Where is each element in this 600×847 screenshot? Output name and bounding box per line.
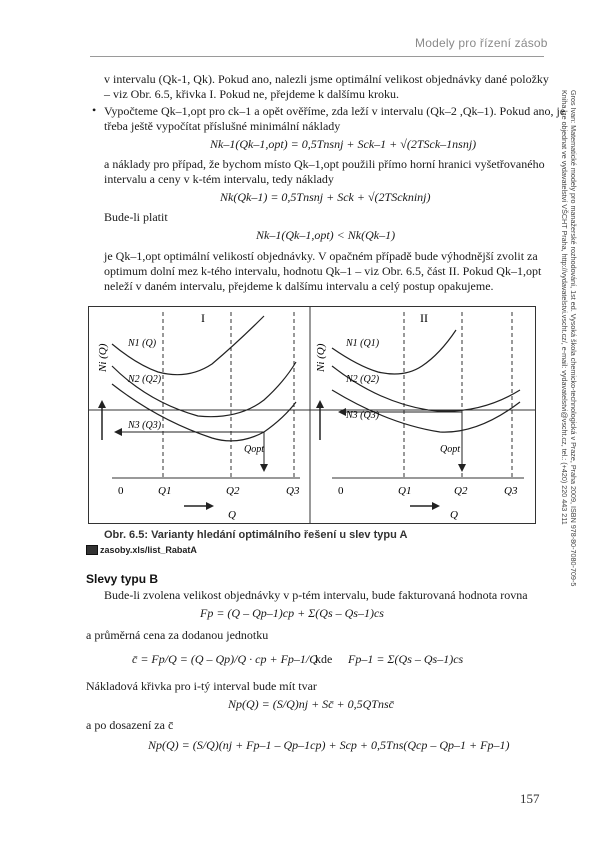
page-number: 157 (520, 791, 540, 806)
arrow-head (260, 464, 268, 472)
equation-3: Nk–1(Qk–1,opt) < Nk(Qk–1) (256, 228, 396, 242)
x-tick-label: 0 (118, 485, 124, 497)
x-tick-label: Q2 (226, 485, 240, 497)
kde-label: kde (315, 652, 333, 666)
para3-line2: optimum dolní mez k-tého intervalu, hodnotu Qk–1 – viz Obr. 6.5, část II. Pokud Qk–1,opt (104, 264, 542, 278)
curve-label-n2-panel1: N2 (Q2) (128, 374, 162, 385)
para2-line1: a náklady pro případ, že bychom místo Qk–1,opt použili přímo horní hranici vyšetřovaného (104, 157, 545, 171)
equation-5a: c̄ = Fp/Q = (Q – Qp)/Q · cp + Fp–1/Q (132, 652, 318, 666)
running-header: Modely pro řízení zásob (415, 36, 548, 50)
arrow-head (114, 428, 122, 436)
arrow-head (98, 400, 106, 408)
para3-line3: neleží v daném intervalu, přejdeme k dalšímu intervalu a celý postup opakujeme. (104, 279, 494, 293)
qopt-label-panel1: Qopt (244, 444, 264, 455)
y-axis-label-panel1: Ni (Q) (97, 343, 109, 372)
bullet-line2: třeba ještě vypočítat příslušné minimální náklady (104, 119, 341, 133)
equation-5b: Fp–1 = Σ(Qs – Qs–1)cs (348, 652, 464, 666)
para3-line1: je Qk–1,opt optimální velikostí objednávky. V opačném případě bude výhodnější zvolit za (104, 249, 538, 263)
x-tick-label: Q3 (504, 485, 518, 497)
section2-line2: a průměrná cena za dodanou jednotku (86, 628, 269, 642)
equation-2: Nk(Qk–1) = 0,5Tnsnj + Sck + √(2TSckninj) (220, 190, 431, 204)
spreadsheet-link[interactable]: zasoby.xls/list_RabatA (100, 545, 197, 555)
figure-6-5 (88, 306, 536, 524)
arrow-head (432, 502, 440, 510)
x-axis-label-panel1: Q (228, 509, 236, 521)
y-axis-label-panel2: Ni (Q) (315, 343, 327, 372)
x-tick-label: 0 (338, 485, 344, 497)
para1-line1: v intervalu (Qk-1, Qk). Pokud ano, nalezli jsme optimální velikost objednávky dané položky (104, 72, 549, 86)
header-rule (90, 56, 544, 57)
panel-2-label: II (420, 311, 428, 325)
x-tick-label: Q3 (286, 485, 300, 497)
equation-7: Np(Q) = (S/Q)(nj + Fp–1 – Qp–1cp) + Scp + 0,5Tns(Qcp – Qp–1 + Fp–1) (148, 738, 510, 752)
curve-label-n2-panel2: N2 (Q2) (346, 374, 380, 385)
bullet-dot: • (92, 103, 97, 117)
curve-label-n3-panel1: N3 (Q3) (128, 420, 162, 431)
panel-1-label: I (201, 311, 205, 325)
curve-n1-panel2 (332, 330, 456, 374)
equation-6: Np(Q) = (S/Q)nj + Sc̄ + 0,5QTnsc̄ (228, 697, 394, 711)
equation-4: Fp = (Q – Qp–1)cp + Σ(Qs – Qs–1)cs (200, 606, 384, 620)
section-title-slevy-b: Slevy typu B (86, 572, 159, 586)
side-copyright-note (560, 90, 584, 590)
curve-label-n1-panel1: N1 (Q) (128, 338, 157, 349)
side-note-line1: Gros Ivan: Matematické modely pro manažerské rozhodování, 1st ed. Vysoká škola chemicko-technologická v Praze, Praha 2009, ISBN 978-80-7080-709-5 (569, 90, 578, 587)
section2-line4: a po dosazení za c̄ (86, 718, 174, 732)
x-tick-label: Q1 (158, 485, 172, 497)
arrow-head (206, 502, 214, 510)
equation-1: Nk–1(Qk–1,opt) = 0,5Tnsnj + Sck–1 + √(2TSck–1nsnj) (210, 137, 477, 151)
x-axis-label-panel2: Q (450, 509, 458, 521)
curve-n2-panel2 (332, 366, 520, 411)
curve-label-n3-panel2: N3 (Q3) (346, 410, 380, 421)
arrow-head (316, 400, 324, 408)
bullet-line1: Vypočteme Qk–1,opt pro ck–1 a opět ověříme, zda leží v intervalu (Qk–2 ,Qk–1). Pokud ano, je (104, 104, 566, 118)
x-tick-label: Q1 (398, 485, 412, 497)
curve-label-n1-panel2: N1 (Q1) (346, 338, 380, 349)
para2-line2: intervalu a ceny v k-tém intervalu, tedy náklady (104, 172, 334, 186)
para1-line2: – viz Obr. 6.5, křivka I. Pokud ne, přejdeme k dalšímu kroku. (104, 87, 399, 101)
arrow-head (458, 464, 466, 472)
bude-li-platit: Bude-li platit (104, 210, 168, 224)
x-tick-label: Q2 (454, 485, 468, 497)
arrow-head (338, 408, 346, 416)
side-note-line2: Kniha lze objednat ve vydavatelství VŠCHT Praha, http://vydavatelstvi.vscht.cz/, e-mail: vydavatelstvi@vscht.cz, tel.: (+420) 220 443 211 (560, 90, 569, 525)
spreadsheet-icon (86, 545, 98, 555)
section2-line1: Bude-li zvolena velikost objednávky v p-tém intervalu, bude fakturovaná hodnota rovna (104, 588, 528, 602)
curve-n2-panel1 (112, 362, 296, 417)
figure-caption: Obr. 6.5: Varianty hledání optimálního řešení u slev typu A (104, 529, 408, 541)
qopt-label-panel2: Qopt (440, 444, 460, 455)
section2-line3: Nákladová křivka pro i-tý interval bude mít tvar (86, 679, 317, 693)
side-note-text (560, 90, 578, 590)
